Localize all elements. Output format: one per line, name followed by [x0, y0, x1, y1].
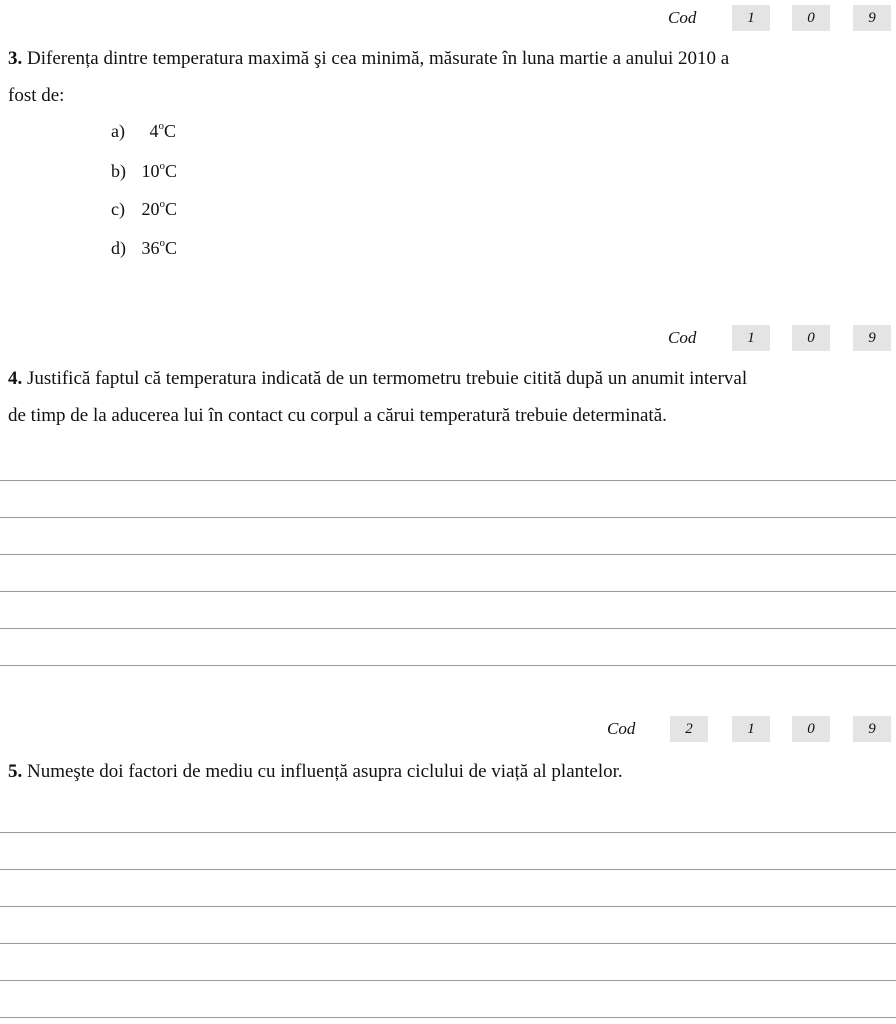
q3-cod-row [0, 5, 896, 31]
answer-line[interactable] [0, 554, 896, 555]
question-3 [8, 40, 888, 114]
option-value: 36$^o$C [141, 237, 178, 258]
answer-line[interactable] [0, 665, 896, 666]
cod-label: Cod [668, 328, 697, 347]
q5-cod-row [0, 716, 896, 742]
option-a[interactable] [111, 121, 176, 142]
answer-line[interactable] [0, 591, 896, 592]
question-3-line1 [8, 40, 888, 77]
question-number: 5. [8, 761, 23, 782]
answer-line[interactable] [0, 628, 896, 629]
answer-line[interactable] [0, 832, 896, 833]
score-box[interactable]: 1 [732, 325, 770, 351]
question-number: 4. [8, 368, 23, 389]
score-box[interactable]: 0 [792, 5, 830, 31]
score-box[interactable]: 1 [732, 5, 770, 31]
question-number: 3. [8, 48, 23, 69]
answer-line[interactable] [0, 1017, 896, 1018]
score-box[interactable]: 0 [792, 325, 830, 351]
score-box[interactable]: 9 [853, 325, 891, 351]
option-d[interactable] [111, 238, 177, 259]
answer-line[interactable] [0, 480, 896, 481]
option-b[interactable] [111, 161, 177, 182]
option-value: 10$^o$C [141, 160, 178, 181]
score-box[interactable]: 0 [792, 716, 830, 742]
question-5-line1 [8, 753, 888, 790]
option-letter: c) [111, 199, 125, 219]
answer-line[interactable] [0, 980, 896, 981]
score-box[interactable]: 9 [853, 5, 891, 31]
score-box[interactable]: 9 [853, 716, 891, 742]
option-value: 4$^o$C [149, 120, 177, 141]
option-value: 20$^o$C [141, 198, 178, 219]
score-box[interactable]: 1 [732, 716, 770, 742]
cod-label: Cod [668, 8, 697, 27]
option-letter: b) [111, 161, 126, 181]
score-box[interactable]: 2 [670, 716, 708, 742]
question-4-line2: de timp de la aducerea lui în contact cu corpul a cărui temperatură trebuie determinată. [8, 405, 667, 426]
answer-line[interactable] [0, 869, 896, 870]
option-letter: d) [111, 238, 126, 258]
question-text: Diferența dintre temperatura maximă şi cea minimă, măsurate în luna martie a anului 2010 a [27, 48, 730, 69]
option-letter: a) [111, 121, 125, 141]
question-text: Numeşte doi factori de mediu cu influență asupra ciclului de viață al plantelor. [27, 761, 623, 782]
question-text: Justifică faptul că temperatura indicată de un termometru trebuie citită după un anumit interval [27, 368, 748, 389]
answer-line[interactable] [0, 517, 896, 518]
option-c[interactable] [111, 199, 177, 220]
q4-cod-row [0, 325, 896, 351]
question-5 [8, 753, 888, 790]
answer-line[interactable] [0, 906, 896, 907]
cod-label: Cod [607, 719, 636, 738]
answer-line[interactable] [0, 943, 896, 944]
question-4 [8, 360, 888, 434]
question-3-line2: fost de: [8, 85, 65, 106]
question-4-line1 [8, 360, 888, 397]
